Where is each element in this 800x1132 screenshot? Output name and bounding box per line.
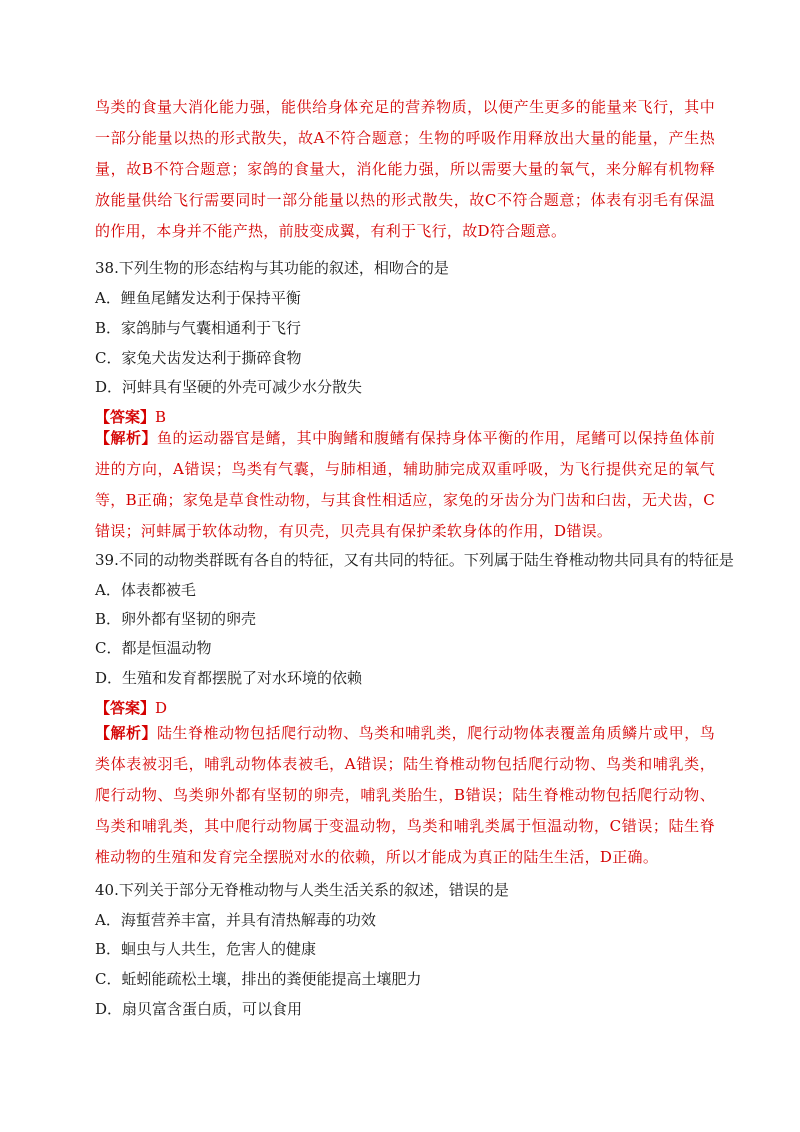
question-38-analysis	[95, 423, 715, 547]
question-40-option-c: C．蚯蚓能疏松土壤，排出的粪便能提高土壤肥力	[95, 970, 422, 988]
answer-label: 【答案】	[95, 699, 156, 717]
question-38-option-a: A．鲤鱼尾鳍发达利于保持平衡	[95, 289, 301, 307]
question-39-analysis	[95, 718, 715, 873]
prev-analysis-text: 鸟类的食量大消化能力强，能供给身体充足的营养物质，以便产生更多的能量来飞行，其中一部分能量以热的形式散失，故A不符合题意；生物的呼吸作用释放出大量的能量，产生热量，故B不符合题意；家鸽的食量大，消化能力强，所以需要大量的氧气，来分解有机物释放能量供给飞行需要同时一部分能量以热的形式散失，故C不符合题意；体表有羽毛有保温的作用，本身并不能产热，前肢变成翼，有利于飞行，故D符合题意。	[95, 98, 715, 240]
question-39-stem: 39.不同的动物类群既有各自的特征，又有共同的特征。下列属于陆生脊椎动物共同具有的特征是	[95, 551, 734, 569]
question-40-option-b: B．蛔虫与人共生，危害人的健康	[95, 940, 317, 958]
question-39-option-b: B．卵外都有坚韧的卵壳	[95, 610, 257, 628]
question-38-option-d: D．河蚌具有坚硬的外壳可减少水分散失	[95, 378, 363, 396]
answer-value: B	[155, 408, 167, 426]
analysis-text: 鱼的运动器官是鳍，其中胸鳍和腹鳍有保持身体平衡的作用，尾鳍可以保持鱼体前进的方向，A错误；鸟类有气囊，与肺相通，辅助肺完成双重呼吸，为飞行提供充足的氧气等，B正确；家兔是草食性动物，与其食性相适应，家兔的牙齿分为门齿和臼齿，无犬齿，C错误；河蚌属于软体动物，有贝壳，贝壳具有保护柔软身体的作用，D错误。	[95, 429, 716, 540]
question-38-option-c: C．家兔犬齿发达利于撕碎食物	[95, 349, 302, 367]
question-40-stem: 40.下列关于部分无脊椎动物与人类生活关系的叙述，错误的是	[95, 881, 509, 899]
answer-value: D	[155, 699, 168, 717]
question-39-option-c: C．都是恒温动物	[95, 639, 212, 657]
answer-label: 【答案】	[95, 408, 156, 426]
analysis-label: 【解析】	[95, 724, 158, 742]
question-40-option-a: A．海蜇营养丰富，并具有清热解毒的功效	[95, 911, 376, 929]
analysis-text: 陆生脊椎动物包括爬行动物、鸟类和哺乳类，爬行动物体表覆盖角质鳞片或甲，鸟类体表被羽毛，哺乳动物体表被毛，A错误；陆生脊椎动物包括爬行动物、鸟类和哺乳类，爬行动物、鸟类卵外都有坚韧的卵壳，哺乳类胎生，B错误；陆生脊椎动物包括爬行动物、鸟类和哺乳类，其中爬行动物属于变温动物，鸟类和哺乳类属于恒温动物，C错误；陆生脊椎动物的生殖和发育完全摆脱对水的依赖，所以才能成为真正的陆生生活，D正确。	[95, 724, 716, 866]
question-40-option-d: D．扇贝富含蛋白质，可以食用	[95, 1000, 303, 1018]
question-39-option-a: A．体表都被毛	[95, 581, 196, 599]
question-39-option-d: D．生殖和发育都摆脱了对水环境的依赖	[95, 669, 363, 687]
question-38-stem: 38.下列生物的形态结构与其功能的叙述，相吻合的是	[95, 259, 449, 277]
analysis-label: 【解析】	[95, 429, 158, 447]
question-38-option-b: B．家鸽肺与气囊相通利于飞行	[95, 319, 302, 337]
